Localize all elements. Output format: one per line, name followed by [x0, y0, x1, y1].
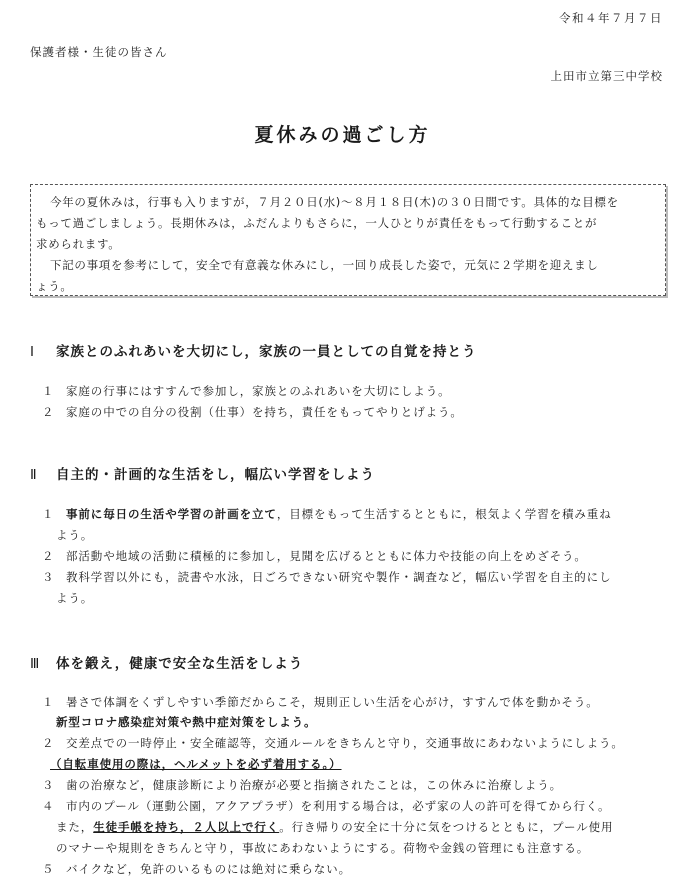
list-item — [42, 777, 562, 793]
item-text: 家庭の行事にはすすんで参加し，家族とのふれあいを大切にしよう。 — [66, 384, 451, 398]
item-continuation-bold: 新型コロナ感染症対策や熱中症対策をしよう。 — [56, 715, 317, 729]
item-text: バイクなど，免許のいるものには絶対に乗らない。 — [66, 862, 351, 876]
intro-line: 下記の事項を参考にして，安全で有意義な休みにし，一回り成長した姿で，元気に２学期を迎えまし — [50, 258, 599, 272]
item-number: ２ — [42, 405, 55, 419]
item-text: 歯の治療など，健康診断により治療が必要と指摘されたことは，この休みに治療しよう。 — [66, 778, 562, 792]
item-text: 教科学習以外にも，読書や水泳，日ごろできない研究や製作・調査など，幅広い学習を自主的にし — [66, 570, 612, 584]
item-number: ３ — [42, 778, 55, 792]
section-heading — [30, 340, 477, 360]
section-number: Ⅱ — [30, 467, 38, 483]
item-text: 。行き帰りの安全に十分に気をつけるとともに，プール使用 — [279, 820, 614, 834]
list-item — [42, 798, 610, 814]
item-number: １ — [42, 507, 55, 521]
section-heading — [30, 463, 375, 483]
item-text: 暑さで体調をくずしやすい季節だからこそ，規則正しい生活を心がけ，すすんで体を動かそう。 — [66, 695, 599, 709]
list-item — [42, 569, 611, 585]
item-text: 部活動や地域の活動に積極的に参加し，見聞を広げるとともに体力や技能の向上をめざそう。 — [66, 549, 587, 563]
section-number: Ⅲ — [30, 656, 41, 672]
item-text-bold: 生徒手帳を持ち，２人以上で行く — [93, 820, 280, 834]
item-number: ３ — [42, 570, 55, 584]
item-text: ，目標をもって生活するとともに，根気よく学習を積み重ね — [276, 507, 612, 521]
item-text: 交差点での一時停止・安全確認等，交通ルールをきちんと守り，交通事故にあわないようにしよう。 — [66, 736, 624, 750]
item-number: １ — [42, 695, 55, 709]
document-title: 夏休みの過ごし方 — [254, 124, 431, 146]
intro-line: もって過ごしましょう。長期休みは，ふだんよりもさらに，一人ひとりが責任をもって行動することが — [36, 216, 598, 230]
list-item — [42, 548, 587, 564]
document-date: 令和４年７月７日 — [559, 11, 663, 25]
school-name: 上田市立第三中学校 — [550, 69, 663, 83]
section-heading — [30, 652, 303, 672]
section-number: Ⅰ — [30, 344, 35, 360]
item-continuation: よう。 — [56, 591, 94, 605]
item-number: １ — [42, 384, 55, 398]
section-title: 家族とのふれあいを大切にし，家族の一員としての自覚を持とう — [56, 344, 477, 360]
item-text-bold: 事前に毎日の生活や学習の計画を立て — [66, 507, 277, 521]
item-continuation: のマナーや規則をきちんと守り，事故にあわないようにする。荷物や金銭の管理にも注意する。 — [56, 841, 590, 855]
item-number: ４ — [42, 799, 55, 813]
list-item — [42, 861, 351, 877]
intro-line: 今年の夏休みは，行事も入りますが，７月２０日(水)～８月１８日(木)の３０日間です。具体的な目標を — [50, 195, 619, 209]
addressee: 保護者様・生徒の皆さん — [30, 45, 168, 59]
list-item — [42, 694, 599, 710]
intro-line: 求められます。 — [36, 237, 121, 251]
item-text: また， — [56, 820, 94, 834]
list-item — [42, 404, 463, 420]
item-number: ２ — [42, 549, 55, 563]
intro-line: ょう。 — [36, 279, 73, 293]
item-continuation — [56, 819, 613, 835]
section-title: 体を鍛え，健康で安全な生活をしよう — [56, 656, 304, 672]
list-item — [42, 506, 612, 522]
item-text: 家庭の中での自分の役割（仕事）を持ち，責任をもってやりとげよう。 — [66, 405, 463, 419]
item-text: 市内のプール（運動公園，アクアプラザ）を利用する場合は，必ず家の人の許可を得てから行く。 — [66, 799, 611, 813]
section-title: 自主的・計画的な生活をし，幅広い学習をしよう — [56, 467, 375, 483]
item-continuation: よう。 — [56, 528, 94, 542]
item-continuation-bold: （自転車使用の際は，ヘルメットを必ず着用する。） — [50, 757, 342, 771]
list-item — [42, 383, 451, 399]
list-item — [42, 735, 624, 751]
item-number: ５ — [42, 862, 55, 876]
item-number: ２ — [42, 736, 55, 750]
